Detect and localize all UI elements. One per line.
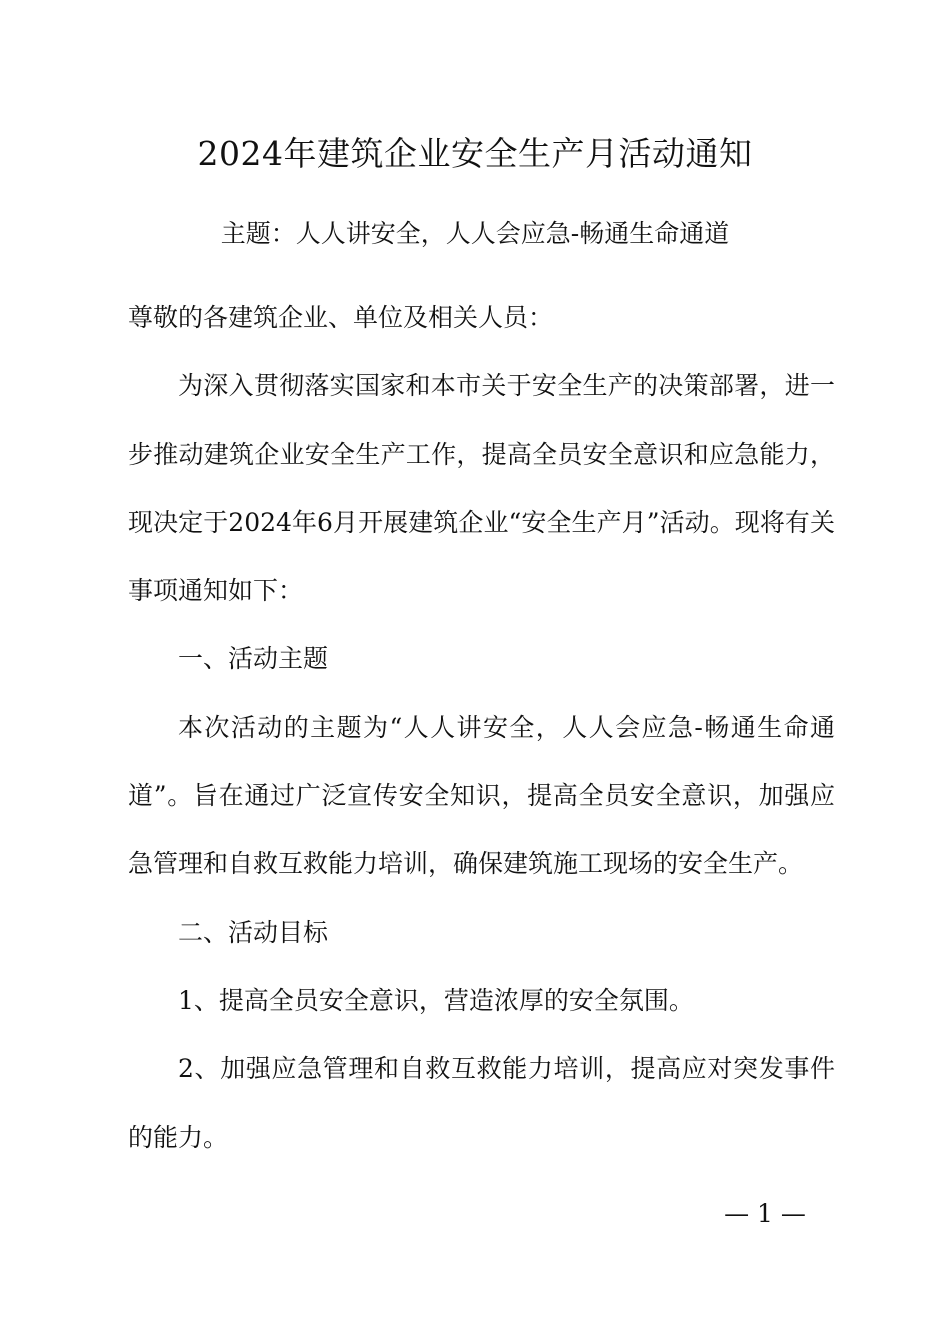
salutation: 尊敬的各建筑企业、单位及相关人员： <box>128 303 554 332</box>
document-subtitle: 主题：人人讲安全，人人会应急-畅通生命通道 <box>220 219 730 248</box>
goal-item-2: 2、加强应急管理和自救互救能力培训，提高应对突发事件的能力。 <box>128 1054 835 1152</box>
theme-paragraph: 本次活动的主题为“人人讲安全，人人会应急-畅通生命通道”。旨在通过广泛宣传安全知识，提高全员安全意识，加强应急管理和自救互救能力培训，确保建筑施工现场的安全生产。 <box>128 712 835 879</box>
page-number: — 1 — <box>724 1199 806 1228</box>
section-heading-goals: 二、活动目标 <box>178 917 329 947</box>
intro-paragraph: 为深入贯彻落实国家和本市关于安全生产的决策部署，进一步推动建筑企业安全生产工作，提高全员安全意识和应急能力，现决定于2024年6月开展建筑企业“安全生产月”活动。现将有关事项通知如下： <box>128 371 835 606</box>
section-heading-theme: 一、活动主题 <box>178 644 329 674</box>
document-title: 2024年建筑企业安全生产月活动通知 <box>197 134 753 173</box>
document-body <box>128 284 835 1172</box>
goal-item-1: 1、提高全员安全意识，营造浓厚的安全氛围。 <box>178 985 694 1015</box>
